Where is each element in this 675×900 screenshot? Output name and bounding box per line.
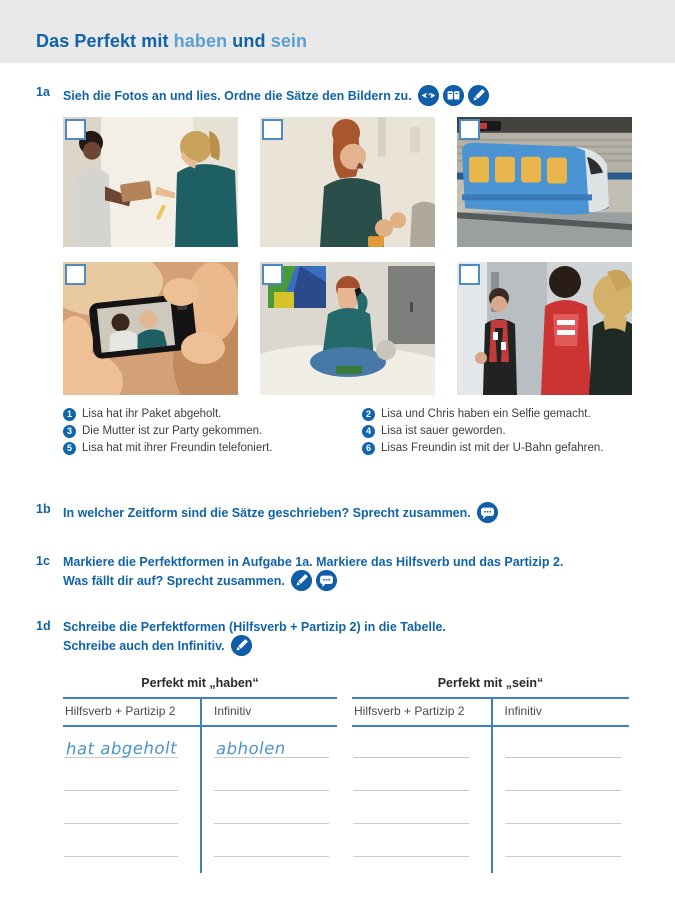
sentence-3-number: 3 xyxy=(63,425,76,438)
sentence-6-number: 6 xyxy=(362,442,375,455)
task-1d-instruction xyxy=(63,619,446,656)
table-haben-row-4 xyxy=(63,827,337,857)
task-1d-number: 1d xyxy=(36,619,51,633)
table-haben-row-2 xyxy=(63,761,337,791)
photo-party-greeting xyxy=(457,262,632,395)
sentence-4-text: Lisa ist sauer geworden. xyxy=(381,425,506,437)
task-1a-instruction xyxy=(63,85,489,106)
photo-2-checkbox[interactable] xyxy=(262,119,283,140)
photo-6-checkbox[interactable] xyxy=(459,264,480,285)
sentence-3 xyxy=(63,425,353,437)
table-sein-row2-col1-field[interactable] xyxy=(353,790,469,791)
sentence-4 xyxy=(362,425,633,437)
table-haben-row1-col1-handwriting: hat abgeholt xyxy=(65,738,178,759)
table-sein-title: Perfekt mit „sein“ xyxy=(437,676,544,690)
table-haben-title: Perfekt mit „haben“ xyxy=(141,676,259,690)
sentence-2-text: Lisa und Chris haben ein Selfie gemacht. xyxy=(381,408,591,420)
title-part-dark: Das Perfekt mit xyxy=(36,31,169,51)
photo-package-handover-image xyxy=(63,117,238,247)
pencil-icon xyxy=(468,85,489,106)
table-sein-row1-col1-field[interactable] xyxy=(353,757,469,758)
table-sein-row3-col1-field[interactable] xyxy=(353,823,469,824)
photo-selfie-smartphone xyxy=(63,262,238,395)
sentence-1-number: 1 xyxy=(63,408,76,421)
table-haben-row-3 xyxy=(63,794,337,824)
table-sein-row-2 xyxy=(352,761,629,791)
table-haben-row4-col1-field[interactable] xyxy=(64,856,178,857)
table-haben-col2-header: Infinitiv xyxy=(214,704,252,718)
task-1b-number: 1b xyxy=(36,502,51,516)
task-1c-instruction xyxy=(63,554,563,591)
sentence-6-text: Lisas Freundin ist mit der U-Bahn gefahren. xyxy=(381,442,604,454)
photo-selfie-smartphone-image xyxy=(63,262,238,395)
table-sein-row2-col2-field[interactable] xyxy=(505,790,622,791)
table-haben-row3-col1-field[interactable] xyxy=(64,823,178,824)
photo-grid xyxy=(63,117,632,395)
table-sein-row4-col2-field[interactable] xyxy=(505,856,622,857)
task-1d-line2: Schreibe auch den Infinitiv. xyxy=(63,639,225,653)
sentence-4-number: 4 xyxy=(362,425,375,438)
table-sein-col1-header: Hilfsverb + Partizip 2 xyxy=(354,704,465,718)
task-1a-number: 1a xyxy=(36,85,50,99)
photo-package-handover xyxy=(63,117,238,247)
title-part-und: und xyxy=(232,31,266,51)
table-sein-col2-header: Infinitiv xyxy=(504,704,542,718)
task-1a xyxy=(36,85,489,106)
title-part-sein: sein xyxy=(270,31,308,51)
photo-3-checkbox[interactable] xyxy=(459,119,480,140)
photo-1-checkbox[interactable] xyxy=(65,119,86,140)
table-sein-row4-col1-field[interactable] xyxy=(353,856,469,857)
table-haben-col1-header: Hilfsverb + Partizip 2 xyxy=(65,704,176,718)
pencil-icon xyxy=(231,635,252,656)
table-sein-row-1 xyxy=(352,728,629,758)
pencil-icon xyxy=(291,570,312,591)
task-1d xyxy=(36,619,446,656)
photo-ubahn-train-image xyxy=(457,117,632,247)
book-icon xyxy=(443,85,464,106)
task-1c-line2: Was fällt dir auf? Sprecht zusammen. xyxy=(63,574,285,588)
page-title xyxy=(36,31,307,52)
table-perfekt-sein xyxy=(352,676,629,876)
table-sein-row3-col2-field[interactable] xyxy=(505,823,622,824)
sentence-3-text: Die Mutter ist zur Party gekommen. xyxy=(82,425,263,437)
table-haben-row2-col1-field[interactable] xyxy=(64,790,178,791)
task-1c xyxy=(36,554,563,591)
table-sein-row1-col2-field[interactable] xyxy=(505,757,622,758)
table-haben-row4-col2-field[interactable] xyxy=(214,856,329,857)
task-1d-line1: Schreibe die Perfektformen (Hilfsverb + Partizip 2) in die Tabelle. xyxy=(63,620,446,634)
task-1c-line1: Markiere die Perfektformen in Aufgabe 1a. Markiere das Hilfsverb und das Partizip 2. xyxy=(63,555,564,569)
speech-bubble-icon xyxy=(477,502,498,523)
task-1b-instruction xyxy=(63,502,498,523)
photo-5-checkbox[interactable] xyxy=(262,264,283,285)
table-sein-row-3 xyxy=(352,794,629,824)
task-1b-text: In welcher Zeitform sind die Sätze geschrieben? Sprecht zusammen. xyxy=(63,506,471,520)
table-haben-row2-col2-field[interactable] xyxy=(214,790,329,791)
title-part-haben: haben xyxy=(173,31,228,51)
speech-bubble-icon xyxy=(316,570,337,591)
sentence-6 xyxy=(362,442,633,454)
photo-upset-woman-image xyxy=(260,117,435,247)
photo-woman-on-bed-phone-image xyxy=(260,262,435,395)
table-perfekt-haben xyxy=(63,676,337,876)
sentence-5-text: Lisa hat mit ihrer Freundin telefoniert. xyxy=(82,442,273,454)
photo-upset-woman xyxy=(260,117,435,247)
table-haben-row3-col2-field[interactable] xyxy=(214,823,329,824)
sentence-1-text: Lisa hat ihr Paket abgeholt. xyxy=(82,408,222,420)
photo-party-greeting-image xyxy=(457,262,632,395)
sentence-2 xyxy=(362,408,633,420)
task-1a-text: Sieh die Fotos an und lies. Ordne die Sätze den Bildern zu. xyxy=(63,89,412,103)
photo-woman-on-bed-phone xyxy=(260,262,435,395)
sentence-5 xyxy=(63,442,353,454)
sentence-5-number: 5 xyxy=(63,442,76,455)
table-haben-row1-col2-handwriting: abholen xyxy=(215,738,286,759)
photo-4-checkbox[interactable] xyxy=(65,264,86,285)
photo-ubahn-train xyxy=(457,117,632,247)
task-1b xyxy=(36,502,498,523)
task-1c-number: 1c xyxy=(36,554,50,568)
table-sein-row-4 xyxy=(352,827,629,857)
sentence-1 xyxy=(63,408,353,420)
sentence-column-left xyxy=(63,408,353,459)
table-haben-row-1 xyxy=(63,728,337,758)
sentence-2-number: 2 xyxy=(362,408,375,421)
eye-icon xyxy=(418,85,439,106)
sentence-column-right xyxy=(362,408,633,459)
